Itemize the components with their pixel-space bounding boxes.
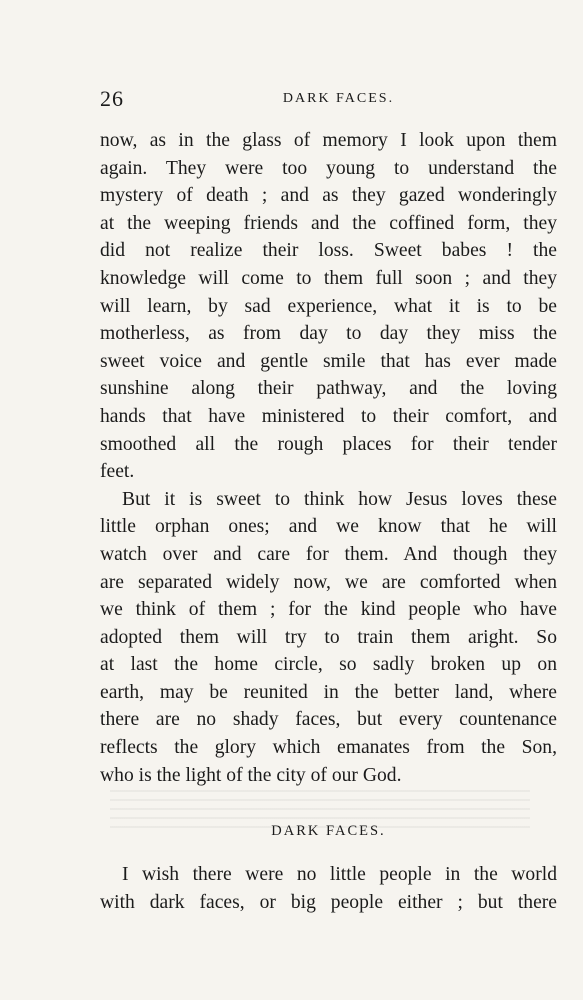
text-line: watch over and care for them. And though they: [100, 543, 557, 565]
text-line: knowledge will come to them full soon ; and they: [100, 267, 557, 289]
text-line: feet.: [100, 461, 135, 483]
page-header: [100, 86, 557, 116]
text-line: motherless, as from day to day they miss the: [100, 323, 557, 345]
text-line: But it is sweet to think how Jesus loves these: [122, 488, 557, 510]
text-line: again. They were too young to understand the: [100, 157, 557, 179]
body-text: [100, 127, 557, 789]
text-line: earth, may be reunited in the better land, where: [100, 681, 557, 703]
text-line: there are no shady faces, but every countenance: [100, 709, 557, 731]
text-line: mystery of death ; and as they gazed wonderingly: [100, 185, 557, 207]
section-title: DARK FACES.: [271, 823, 386, 839]
text-line: at the weeping friends and the coffined form, they: [100, 212, 557, 234]
text-line: did not realize their loss. Sweet babes ! the: [100, 240, 557, 262]
text-line: we think of them ; for the kind people who have: [100, 599, 557, 621]
text-line: sweet voice and gentle smile that has ever made: [100, 350, 557, 372]
text-line: will learn, by sad experience, what it is to be: [100, 295, 557, 317]
text-line: sunshine along their pathway, and the loving: [100, 378, 557, 400]
paragraph: [100, 127, 557, 486]
text-line: I wish there were no little people in the world: [122, 864, 557, 885]
text-line: little orphan ones; and we know that he will: [100, 516, 557, 538]
text-line: reflects the glory which emanates from the Son,: [100, 737, 557, 759]
text-line: with dark faces, or big people either ; but there: [100, 891, 557, 913]
page-number: 26: [100, 86, 124, 111]
text-line: adopted them will try to train them aright. So: [100, 626, 557, 648]
text-line: who is the light of the city of our God.: [100, 764, 402, 786]
text-line: hands that have ministered to their comfort, and: [100, 405, 557, 427]
text-line: now, as in the glass of memory I look upon them: [100, 130, 557, 151]
paragraph: [100, 486, 557, 790]
section-body-text: [100, 861, 557, 916]
running-head: DARK FACES.: [282, 91, 395, 106]
text-line: at last the home circle, so sadly broken up on: [100, 654, 557, 676]
text-line: smoothed all the rough places for their tender: [100, 433, 557, 455]
text-line: are separated widely now, we are comforted when: [100, 571, 557, 593]
